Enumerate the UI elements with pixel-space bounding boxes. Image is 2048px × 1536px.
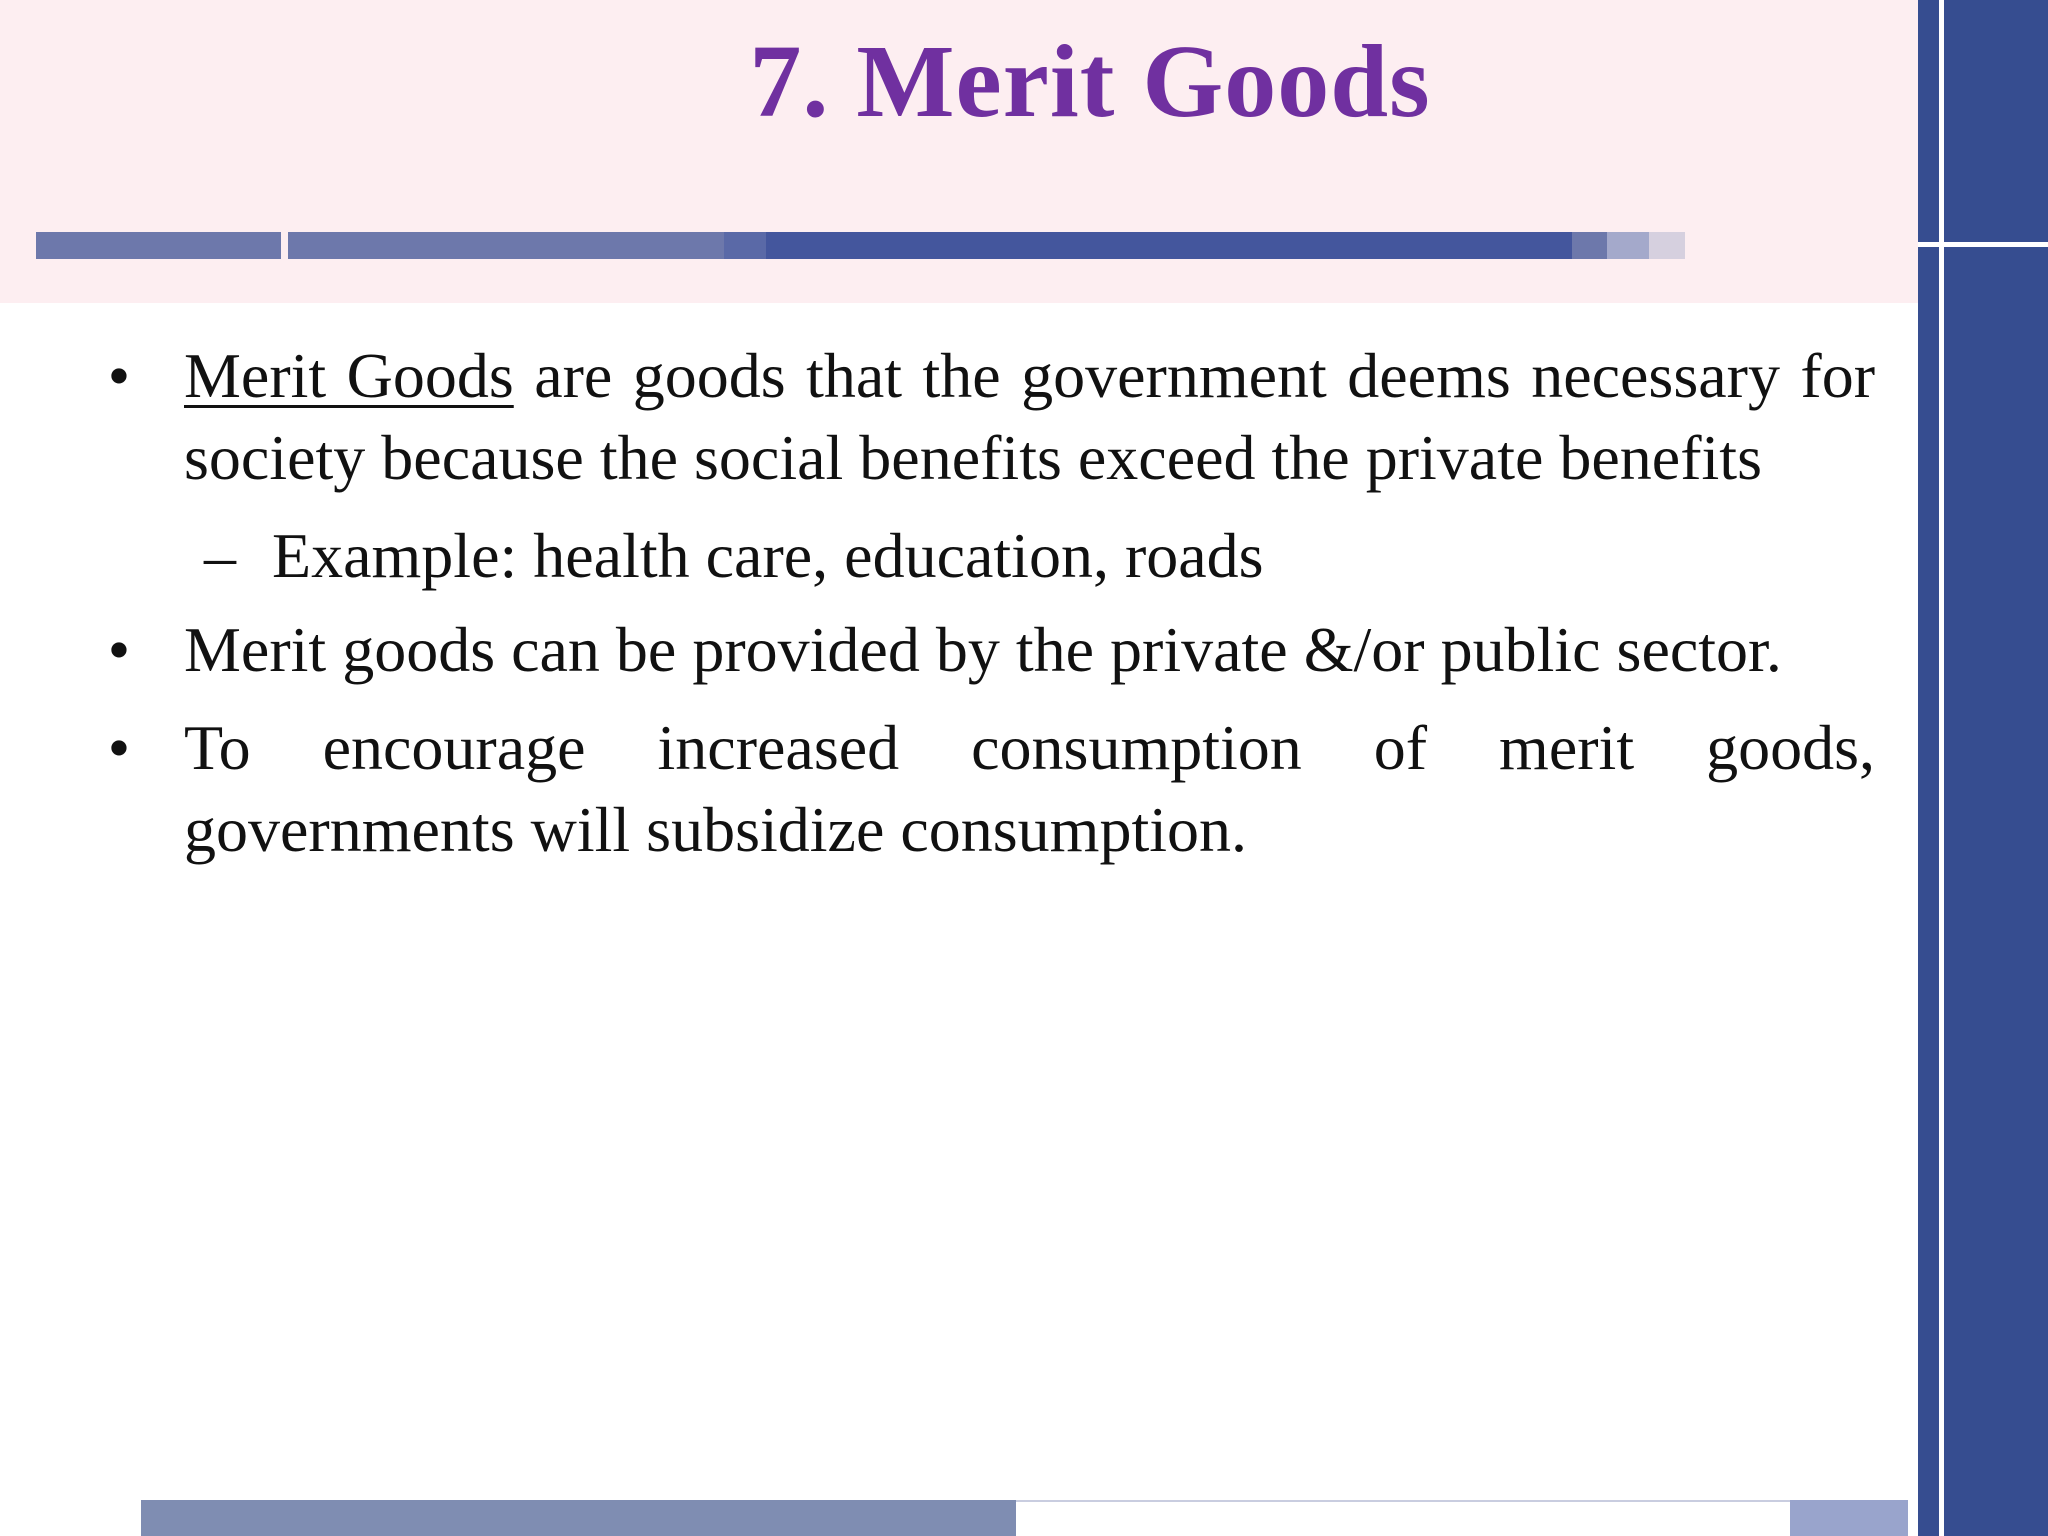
footer-bar-middle	[1016, 1500, 1790, 1536]
slide-body	[100, 335, 1875, 887]
bullet-text: are goods that the government deems necessary for society because the social benefits exceed the private benefits	[184, 340, 1875, 493]
bullet-marker: •	[107, 614, 131, 685]
term-merit-goods: Merit Goods	[184, 340, 514, 411]
slide-title: 7. Merit Goods	[749, 24, 1431, 139]
bullet-item	[100, 335, 1875, 499]
side-stripe-divider	[1918, 242, 2048, 247]
bullet-marker: •	[107, 712, 131, 783]
side-stripe-thin	[1918, 0, 1939, 1536]
sub-bullet-marker: –	[204, 520, 236, 591]
bullet-marker: •	[107, 340, 131, 411]
title-underline-segment	[288, 232, 724, 259]
title-underline-segment	[36, 232, 281, 259]
bullet-item	[100, 609, 1875, 691]
sub-bullet-text: Example: health care, education, roads	[272, 520, 1264, 591]
title-underline-segment	[1607, 232, 1649, 259]
title-underline-segment	[724, 232, 766, 259]
side-stripe-wide	[1944, 0, 2048, 1536]
bullet-text: Merit goods can be provided by the private &/or public sector.	[184, 614, 1782, 685]
title-underline-segment	[766, 232, 1572, 259]
title-underline-segment	[1649, 232, 1685, 259]
title-underline-segment	[1572, 232, 1607, 259]
footer-bar-left	[141, 1500, 1016, 1536]
bullet-item	[100, 707, 1875, 871]
footer-bar-right	[1790, 1500, 1908, 1536]
bullet-text: To encourage increased consumption of merit goods, governments will subsidize consumption.	[184, 712, 1875, 865]
sub-bullet-item	[100, 515, 1875, 597]
